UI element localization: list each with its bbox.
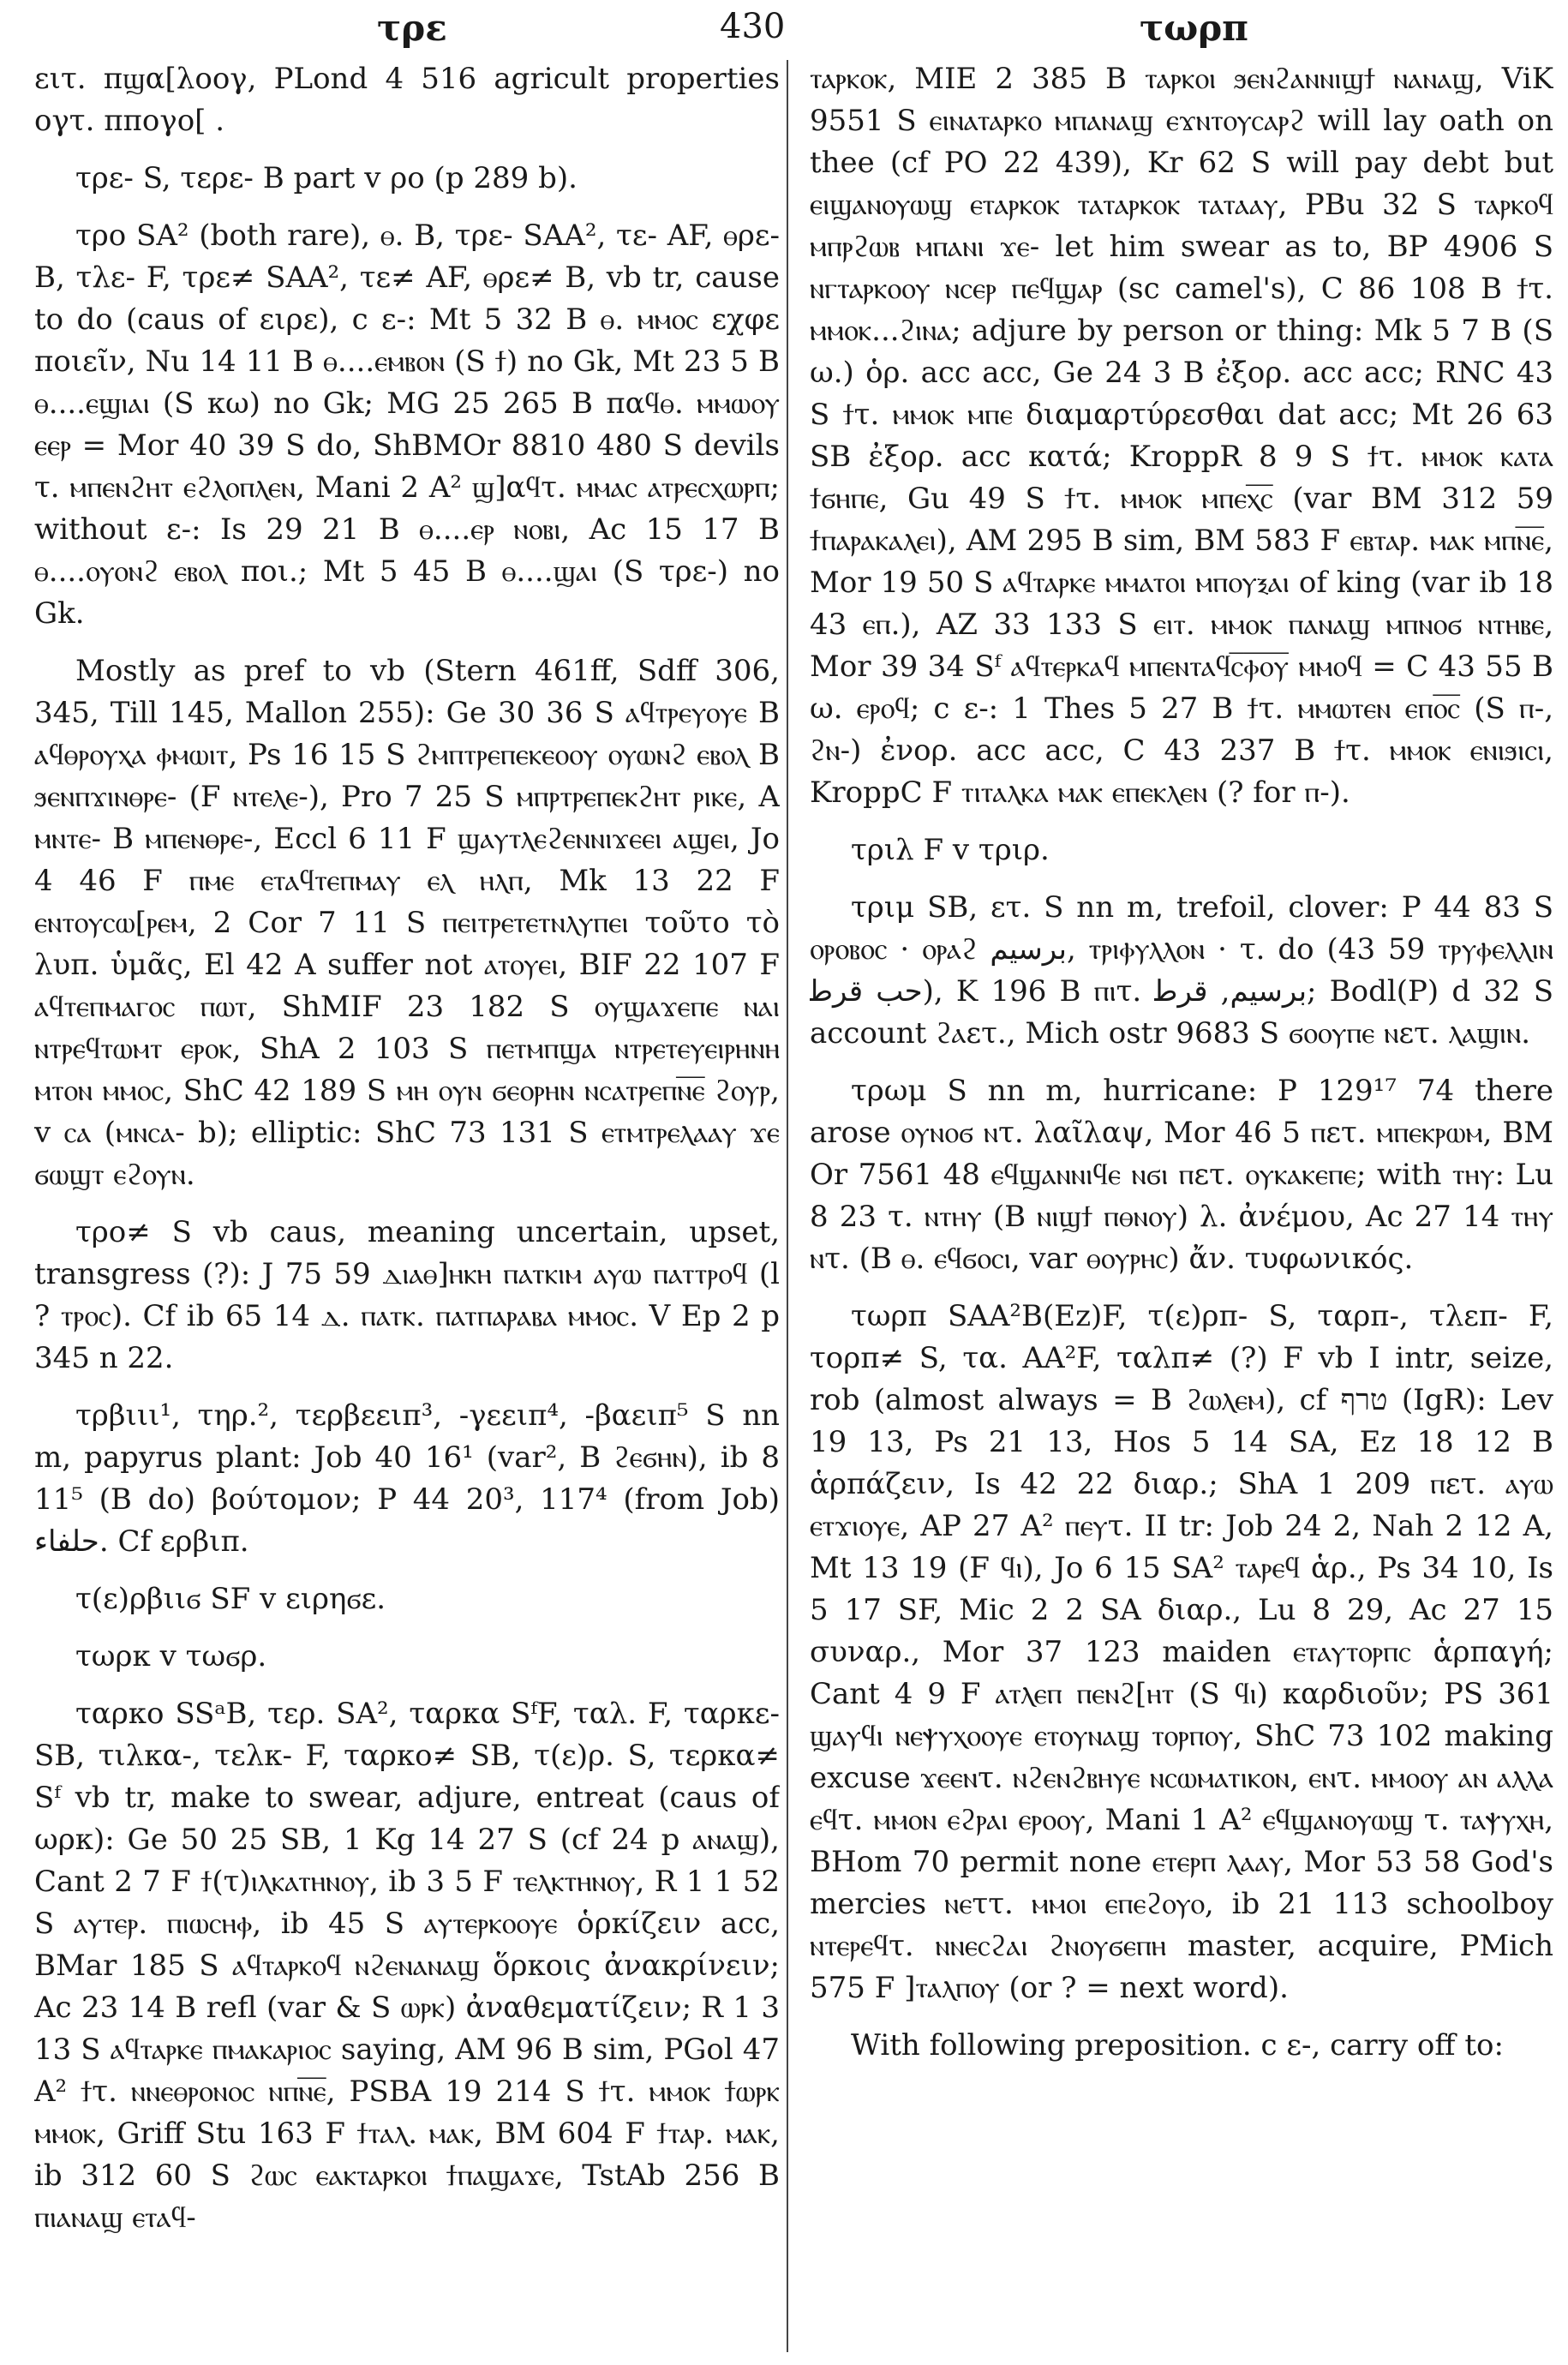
left-running-head: τρε [377, 7, 447, 49]
dictionary-entry: τριμ SB, ετ. S nn m, trefoil, clover: P 44 83 S ⲟⲣⲟⲃⲟⲥ · ⲟⲣⲁϩ ﺑﺮﺳﻴﻢ, ⲧⲣⲓⲫⲩⲗⲗⲟⲛ · τ. do (43 59 ⲧⲣⲩⲫⲉⲗⲗⲓⲛ ﺣﺐ ﻗﺮﻃ), K 196 B ⲡⲓτ. ﺑﺮﺳﻴﻢ, ﻗﺮﻃ; Bodl(P) d 32 S account ϩⲁετ., Mich ostr 9683 S ϭⲟⲟⲩⲡⲉ ⲛετ. ⲗⲁϣⲓⲛ. [810, 890, 1553, 1051]
dictionary-entry: τρωμ S nn m, hurricane: P 129¹⁷ 74 there arose ⲟⲩⲛⲟϭ ⲛτ. λαῖλαψ, Mor 46 5 ⲡετ. ⲙⲡⲉⲕⲣⲱⲙ, BM Or 7561 48 ⲉϥϣⲁⲛⲛⲓϥⲉ ⲛϭⲓ ⲡετ. ⲟⲩⲕⲁⲕⲉⲡⲉ; with ⲧⲏⲩ: Lu 8 23 τ. ⲛⲧⲏⲩ (B ⲛⲓϣϯ ⲡⲑⲛⲟⲩ) λ. ἀνέμου, Ac 27 14 ⲧⲏⲩ ⲛτ. (B ⲑ. ⲉϥϭⲟⲥⲓ, var ⲑⲟⲩⲣⲏⲥ) ἄν. τυφωνικός. [810, 1074, 1553, 1276]
dictionary-entry: τρο SA² (both rare), ⲑ. B, τρε- SAA², τε- AF, ⲑρε- B, τλε- F, τρε≠ SAA², τε≠ AF, ⲑρε≠ B, vb tr, cause to do (caus of ειρε), c ε-: Mt 5 32 B ⲑ. ⲙⲙⲟⲥ εχφε ποιεῖν, Nu 14 11 B ⲑ....ⲉⲙⲃⲟⲛ (S ϯ) no Gk, Mt 23 5 B ⲑ....ⲉϣⲓⲁⲓ (S κω) no Gk; MG 25 265 B παϥⲑ. ⲙⲙⲱⲟⲩ ⲉⲉⲣ = Mor 40 39 S do, ShBMOr 8810 480 S devils τ. ⲙⲡⲉⲛϩⲏⲧ ⲉϩⲗⲟⲡⲗⲉⲛ, Mani 2 A² ϣ]αϥτ. ⲙⲙⲁⲥ ⲁⲧⲣⲉⲥⲭⲱⲣⲡ; without ε-: Is 29 21 B ⲑ....ⲉⲣ ⲛⲟⲃⲓ, Ac 15 17 B ⲑ....ⲟⲩⲟⲛϩ ⲉⲃⲟⲗ ποι.; Mt 5 45 B ⲑ....ϣⲁⲓ (S τρε-) no Gk. [34, 219, 780, 631]
dictionary-entry: τρο≠ S vb caus, meaning uncertain, upset, transgress (?): J 75 59 ⲇⲓⲁⲑ]ⲏⲕⲏ ⲡⲁⲧⲕⲓⲙ ⲁⲩⲱ ⲡⲁⲧⲧⲣⲟϥ (l ? ⲧⲣⲟⲥ). Cf ib 65 14 ⲇ. ⲡⲁⲧⲕ. ⲡⲁⲧⲡⲁⲣⲁⲃⲁ ⲙⲙⲟⲥ. V Ep 2 p 345 n 22. [34, 1215, 780, 1375]
right-running-head: τωρπ [1140, 7, 1248, 49]
dictionary-entry: ταρκο SSᵃB, τερ. SA², ταρκα SᶠF, ταλ. F, ταρκε- SB, τιλκα-, τελκ- F, ταρκο≠ SB, τ(ε)ρ. S, τερκα≠ Sᶠ vb tr, make to swear, adjure, entreat (caus of ωρκ): Ge 50 25 SB, 1 Kg 14 27 S (cf 24 p ⲁⲛⲁϣ), Cant 2 7 F ϯ(τ)ⲓⲗⲕⲁⲧⲏⲛⲟⲩ, ib 3 5 F ⲧⲉⲗⲕⲧⲏⲛⲟⲩ, R 1 1 52 S ⲁⲩⲧⲉⲣ. ⲡⲓⲱⲥⲏⲫ, ib 45 S ⲁⲩⲧⲉⲣⲕⲟⲟⲩⲉ ὁρκίζειν acc, BMar 185 S ⲁϥⲧⲁⲣⲕⲟϥ ⲛϩⲉⲛⲁⲛⲁϣ ὅρκοις ἀνακρίνειν; Ac 23 14 B refl (var & S ⲱⲣⲕ) ἀναθεματίζειν; R 1 3 13 S ⲁϥⲧⲁⲣⲕⲉ ⲡⲙⲁⲕⲁⲣⲓⲟⲥ saying, AM 96 B sim, PGol 47 A² ϯτ. ⲛⲛⲉⲑⲣⲟⲛⲟⲥ ⲛⲡⲛ̅ⲉ̅, PSBA 19 214 S ϯτ. ⲙⲙⲟⲕ ϯⲱⲣⲕ ⲙⲙⲟⲕ, Griff Stu 163 F ϯⲧⲁⲗ. ⲙⲁⲕ, BM 604 F ϯⲧⲁⲣ. ⲙⲁⲕ, ib 312 60 S ϩⲱⲥ ⲉⲁⲕⲧⲁⲣⲕⲟⲓ ϯⲡⲁϣⲁϫⲉ, TstAb 256 B ⲡⲓⲁⲛⲁϣ ⲉⲧⲁϥ- [34, 1697, 780, 2235]
dictionary-entry: τρε- S, τερε- B part v ρο (p 289 b). [75, 161, 578, 195]
dictionary-entry: τωρκ v τωϭρ. [75, 1639, 267, 1673]
dictionary-entry: ειτ. πϣα[λοογ, PLond 4 516 agricult properties ογτ. ππογο[ . [34, 62, 780, 138]
page-number: 430 [720, 7, 786, 46]
right-column [810, 58, 1553, 2355]
dictionary-entry: Mostly as pref to vb (Stern 461ff, Sdff 306, 345, Till 145, Mallon 255): Ge 30 36 S ⲁϥⲧⲣⲉⲩⲟⲩⲉ B ⲁϥⲑⲣⲟⲩⲭⲁ ⲫⲙⲱⲓⲧ, Ps 16 15 S ϩⲙⲡⲧⲣⲉⲡⲉⲕⲉⲟⲟⲩ ⲟⲩⲱⲛϩ ⲉⲃⲟⲗ B ϧⲉⲛⲡϫⲓⲛⲑⲣⲉ- (F ⲛⲧⲉⲗⲉ-), Pro 7 25 S ⲙⲡⲣⲧⲣⲉⲡⲉⲕϩⲏⲧ ⲣⲓⲕⲉ, A ⲙⲛⲧⲉ- B ⲙⲡⲉⲛⲑⲣⲉ-, Eccl 6 11 F ϣⲁⲩⲧⲗⲉϩⲉⲛⲛⲓϫⲉⲉⲓ ⲁϣⲉⲓ, Jo 4 46 F ⲡⲙⲉ ⲉⲧⲁϥⲧⲉⲡⲙⲁⲩ ⲉⲗ ⲏⲗⲡ, Mk 13 22 F ⲉⲛⲧⲟⲩⲥⲱ[ⲣⲉⲙ, 2 Cor 7 11 S ⲡⲉⲓⲧⲣⲉⲧⲉⲧⲛⲗⲩⲡⲉⲓ τοῦτο τὸ λυπ. ὑμᾶς, El 42 A suffer not ⲁⲧⲟⲩⲉⲓ, BIF 22 107 F ⲁϥⲧⲉⲡⲙⲁⲅⲟⲥ ⲡⲱⲧ, ShMIF 23 182 S ⲟⲩϣⲁϫⲉⲡⲉ ⲛⲁⲓ ⲛⲧⲣⲉϥⲧⲱⲙⲧ ⲉⲣⲟⲕ, ShA 2 103 S ⲡⲉⲧⲙⲡϣⲁ ⲛⲧⲣⲉⲧⲉⲩⲉⲓⲣⲏⲛⲏ ⲙⲧⲟⲛ ⲙⲙⲟⲥ, ShC 42 189 S ⲙⲏ ⲟⲩⲛ ϭⲉⲟⲣⲏⲛ ⲛⲥⲁⲧⲣⲉⲡⲛ̅ⲉ̅ ϩⲟⲩⲣ, v ⲥⲁ (ⲙⲛⲥⲁ- b); elliptic: ShC 73 131 S ⲉⲧⲙⲧⲣⲉⲗⲁⲁⲩ ϫⲉ ϭⲱϣⲧ ⲉϩⲟⲩⲛ. [34, 654, 780, 1192]
dictionary-entry: τ(ε)ρβιιϭ SF v ειρηϭε. [75, 1582, 386, 1616]
dictionary-entry: τριλ F v τριρ. [851, 833, 1050, 867]
dictionary-entry: With following preposition. c ε-, carry off to: [851, 2028, 1504, 2063]
dictionary-entry: τρβιιι¹, τηρ.², τερβεειπ³, -γεειπ⁴, -βαειπ⁵ S nn m, papyrus plant: Job 40 16¹ (var², B ϩⲉϭⲏⲛ), ib 8 11⁵ (B do) βούτομον; P 44 20³, 117⁴ (from Job) ﺣﻠﻔﺎء. Cf ερβιπ. [34, 1398, 780, 1559]
column-divider [787, 60, 788, 2352]
left-column [34, 58, 780, 2355]
dictionary-entry: τωρπ SAA²B(Ez)F, τ(ε)ρπ- S, ταρπ-, τλεπ- F, τορπ≠ S, τα. AA²F, ταλπ≠ (?) F vb I intr, seize, rob (almost always = B ϩⲱⲗⲉⲙ), cf טרף (IgR): Lev 19 13, Ps 21 13, Hos 5 14 SA, Ez 18 12 B ἁρπάζειν, Is 42 22 διαρ.; ShA 1 209 ⲡετ. ⲁⲩⲱ ⲉⲧϫⲓⲟⲩⲉ, AP 27 A² ⲡⲉⲩτ. II tr: Job 24 2, Nah 2 12 A, Mt 13 19 (F ϥⲓ), Jo 6 15 SA² ⲧⲁⲣⲉϥ ἁρ., Ps 34 10, Is 5 17 SF, Mic 2 2 SA διαρ., Lu 8 29, Ac 27 15 συναρ., Mor 37 123 maiden ⲉⲧⲁⲩⲧⲟⲣⲡⲥ ἁρπαγή; Cant 4 9 F ⲁⲧⲗⲉⲡ ⲡⲉⲛϩ[ⲏⲧ (S ϥⲓ) καρδιοῦν; PS 361 ϣⲁⲩϥⲓ ⲛⲉⲯⲩⲭⲟⲟⲩⲉ ⲉⲧⲟⲩⲛⲁϣ ⲧⲟⲣⲡⲟⲩ, ShC 73 102 making excuse ϫⲉⲉⲛτ. ⲛϩⲉⲛϩⲃⲏⲩⲉ ⲛⲥⲱⲙⲁⲧⲓⲕⲟⲛ, ⲉⲛτ. ⲙⲙⲟⲟⲩ ⲁⲛ ⲁⲗⲗⲁ ⲉϥτ. ⲙⲙⲟⲛ ⲉϩⲣⲁⲓ ⲉⲣⲟⲟⲩ, Mani 1 A² ⲉϥϣⲁⲛⲟⲩⲱϣ τ. ⲧⲁⲯⲩⲭⲏ, BHom 70 permit none ⲉⲧⲉⲣⲡ ⲗⲁⲁⲩ, Mor 53 58 God's mercies ⲛⲉττ. ⲙⲙⲟⲓ ⲉⲡⲉϩⲟⲩⲟ, ib 21 113 schoolboy ⲛⲧⲉⲣⲉϥτ. ⲛⲛⲉⲥϩⲁⲓ ϩⲛⲟⲩϭⲉⲡⲏ master, acquire, PMich 575 F ]ⲧⲁⲗⲡⲟⲩ (or ? = next word). [810, 1299, 1553, 2005]
dictionary-entry: ⲧⲁⲣⲕⲟⲕ, MIE 2 385 B ⲧⲁⲣⲕⲟⲓ ϧⲉⲛϩⲁⲛⲛⲓϣϯ ⲛⲁⲛⲁϣ, ViK 9551 S ⲉⲓⲛⲁⲧⲁⲣⲕⲟ ⲙⲡⲁⲛⲁϣ ⲉϫⲛⲧⲟⲩⲥⲁⲣϩ will lay oath on thee (cf PO 22 439), Kr 62 S will pay debt but ⲉⲓϣⲁⲛⲟⲩⲱϣ ⲉⲧⲁⲣⲕⲟⲕ ⲧⲁⲧⲁⲣⲕⲟⲕ ⲧⲁⲧⲁⲁⲩ, PBu 32 S ⲧⲁⲣⲕⲟϥ ⲙⲡⲣϩⲱⲃ ⲙⲡⲁⲛⲓ ϫⲉ- let him swear as to, BP 4906 S ⲛⲅⲧⲁⲣⲕⲟⲟⲩ ⲛⲥⲉⲣ ⲡⲉϥϣⲁⲣ (sc camel's), C 86 108 B ϯτ. ⲙⲙⲟⲕ...ϩⲓⲛⲁ; adjure by person or thing: Mk 5 7 B (S ω.) ὁρ. acc acc, Ge 24 3 B ἐξορ. acc acc; RNC 43 S ϯτ. ⲙⲙⲟⲕ ⲙⲡⲉ διαμαρτύρεσθαι dat acc; Mt 26 63 SB ἐξορ. acc κατά; KroppR 8 9 S ϯτ. ⲙⲙⲟⲕ ⲕⲁⲧⲁ ϯϭⲏⲡⲉ, Gu 49 S ϯτ. ⲙⲙⲟⲕ ⲙⲡⲉⲭ̅ⲥ̅ (var BM 312 59 ϯⲡⲁⲣⲁⲕⲁⲗⲉⲓ), AM 295 B sim, BM 583 F ⲉⲃⲧⲁⲣ. ⲙⲁⲕ ⲙⲡⲛ̅ⲉ̅, Mor 19 50 S ⲁϥⲧⲁⲣⲕⲉ ⲙⲙⲁⲧⲟⲓ ⲙⲡⲟⲩⲝⲁⲓ of king (var ib 18 43 ⲉⲡ.), AZ 33 133 S ⲉⲓⲧ. ⲙⲙⲟⲕ ⲡⲁⲛⲁϣ ⲙⲡⲛⲟϭ ⲛⲧⲏⲃⲉ, Mor 39 34 Sᶠ ⲁϥⲧⲉⲣⲕⲁϥ ⲙⲡⲉⲛⲧⲁϥⲥ̅ⲫ̅ⲟ̅ⲩ̅ ⲙⲙⲟϥ = C 43 55 B ω. ⲉⲣⲟϥ; c ε-: 1 Thes 5 27 B ϯτ. ⲙⲙⲱⲧⲉⲛ ⲉⲡⲟ̅ⲥ̅ (S ⲡ-, ϩⲛ-) ἐνορ. acc acc, C 43 237 B ϯτ. ⲙⲙⲟⲕ ⲉⲛⲓϧⲓⲥⲓ, KroppC F ⲧⲓⲧⲁⲗⲕⲁ ⲙⲁⲕ ⲉⲡⲉⲕⲗⲉⲛ (? for ⲡ-). [810, 62, 1553, 810]
